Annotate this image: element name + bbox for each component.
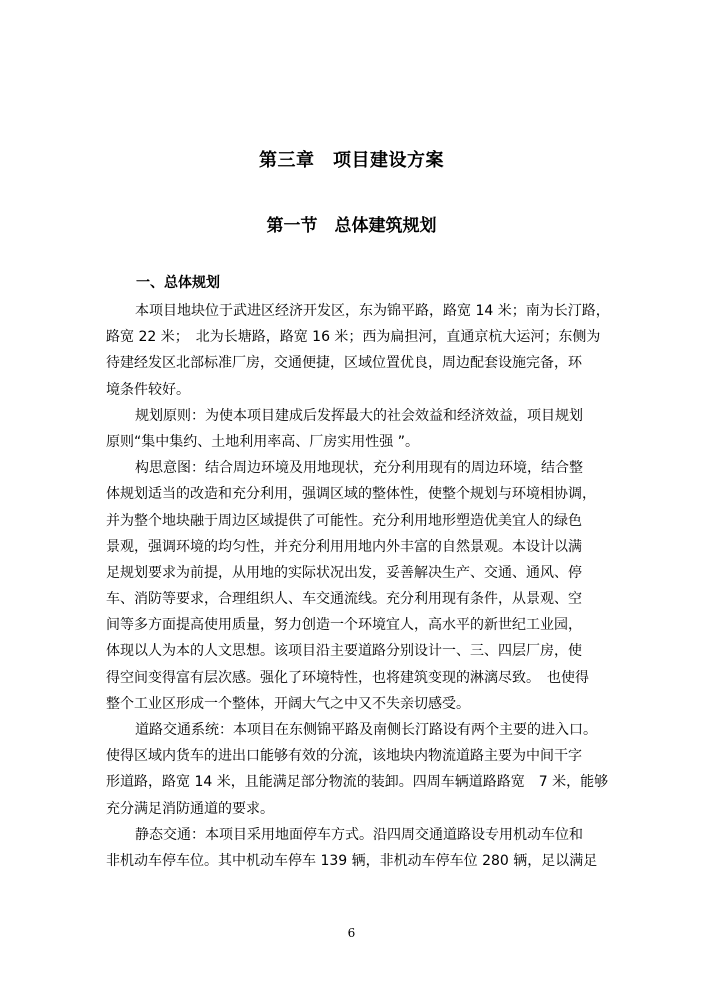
text-line: 境条件较好。	[106, 381, 190, 398]
text-line: 体现以人为本的人文思想。该项目沿主要道路分别设计一、三、四层厂房，使	[106, 643, 582, 660]
text-line: 间等多方面提高使用质量，努力创造一个环境宜人，高水平的新世纪工业园，	[106, 617, 582, 634]
text-line: 使得区域内货车的进出口能够有效的分流，该地块内物流道路主要为中间干字	[106, 748, 582, 765]
text-line: 形道路，路宽 14 米，且能满足部分物流的装卸。四周车辆道路路宽 7 米，能够	[106, 774, 609, 791]
page-number: 6	[347, 926, 356, 940]
text-line: 规划原则：为使本项目建成后发挥最大的社会效益和经济效益，项目规划	[135, 407, 583, 424]
chapter-title: 第三章 项目建设方案	[259, 150, 444, 171]
text-line: 足规划要求为前提，从用地的实际状况出发，妥善解决生产、交通、通风、停	[106, 564, 582, 581]
text-line: 道路交通系统：本项目在东侧锦平路及南侧长汀路设有两个主要的进入口。	[135, 722, 597, 738]
section-title: 第一节 总体建筑规划	[266, 216, 437, 236]
text-line: 构思意图：结合周边环境及用地现状，充分利用现有的周边环境，结合整	[135, 460, 583, 477]
text-line: 非机动车停车位。其中机动车停车 139 辆，非机动车停车位 280 辆，足以满足	[106, 852, 598, 869]
text-line: 静态交通：本项目采用地面停车方式。沿四周交通道路设专用机动车位和	[135, 826, 583, 843]
text-line: 得空间变得富有层次感。强化了环境特性，也将建筑变现的淋漓尽致。 也使得	[106, 669, 589, 686]
text-line: 并为整个地块融于周边区域提供了可能性。充分利用地形塑造优美宜人的绿色	[106, 512, 582, 529]
text-line: 路宽 22 米； 北为长塘路，路宽 16 米；西为扁担河，直通京杭大运河；东侧为	[106, 329, 601, 346]
text-line: 充分满足消防通道的要求。	[106, 800, 274, 817]
text-line: 本项目地块位于武进区经济开发区，东为锦平路，路宽 14 米；南为长汀路，	[135, 303, 610, 319]
subsection-title: 一、总体规划	[136, 275, 220, 291]
text-line: 景观，强调环境的均匀性，并充分利用用地内外丰富的自然景观。本设计以满	[106, 538, 582, 555]
text-line: 整个工业区形成一个整体，开阔大气之中又不失亲切感受。	[106, 695, 470, 712]
text-line: 体规划适当的改造和充分利用，强调区域的整体性，使整个规划与环境相协调，	[106, 486, 596, 503]
body-text	[106, 298, 610, 874]
text-line: 车、消防等要求，合理组织人、车交通流线。充分利用现有条件，从景观、空	[106, 591, 582, 608]
text-line: 待建经发区北部标准厂房，交通便捷，区域位置优良，周边配套设施完备，环	[106, 355, 582, 372]
text-line: 原则“集中集约、土地利用率高、厂房实用性强 ”。	[106, 433, 419, 450]
